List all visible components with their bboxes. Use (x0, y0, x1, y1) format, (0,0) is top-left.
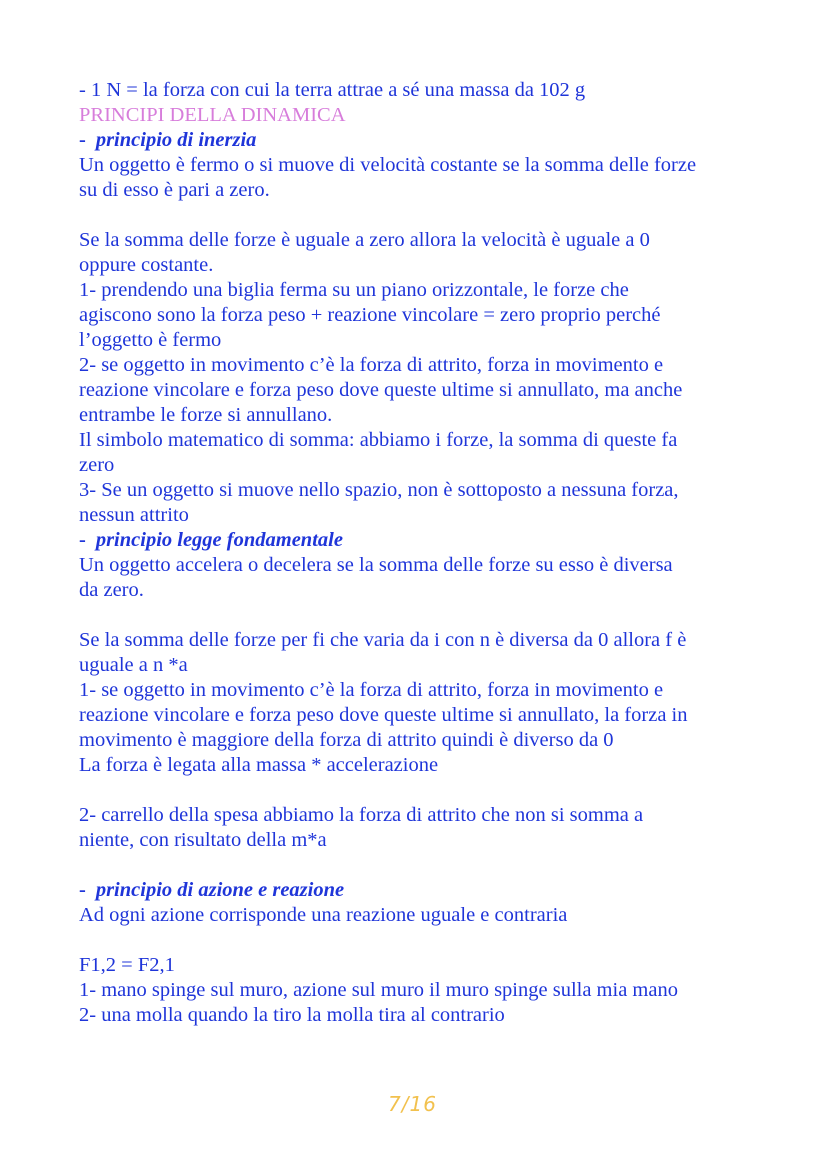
text-line: Un oggetto è fermo o si muove di velocità costante se la somma delle forze (79, 154, 697, 176)
blank-line (79, 853, 769, 878)
section-header-azione (79, 878, 769, 903)
text-line: da zero. (79, 579, 144, 601)
text-line: movimento è maggiore della forza di attrito quindi è diverso da 0 (79, 729, 614, 751)
text-line: 1- mano spinge sul muro, azione sul muro il muro spinge sulla mia mano (79, 979, 678, 1001)
text-line: entrambe le forze si annullano. (79, 404, 333, 426)
section-title-legge: principio legge fondamentale (95, 529, 343, 551)
blank-line (79, 928, 769, 953)
intro-line: - 1 N = la forza con cui la terra attrae a sé una massa da 102 g (79, 79, 586, 101)
text-line: 1- prendendo una biglia ferma su un piano orizzontale, le forze che (79, 279, 629, 301)
text-line: Un oggetto accelera o decelera se la somma delle forze su esso è diversa (79, 554, 673, 576)
text-line: 2- se oggetto in movimento c’è la forza di attrito, forza in movimento e (79, 354, 664, 376)
text-line: 2- una molla quando la tiro la molla tira al contrario (79, 1004, 505, 1026)
formula-line: F1,2 = F2,1 (79, 954, 175, 976)
text-line: oppure costante. (79, 254, 214, 276)
section-title-inerzia: principio di inerzia (95, 129, 257, 151)
text-line: agiscono sono la forza peso + reazione vincolare = zero proprio perché (79, 304, 661, 326)
text-line: reazione vincolare e forza peso dove queste ultime si annullato, la forza in (79, 704, 688, 726)
text-line: uguale a n *a (79, 654, 188, 676)
text-line: 3- Se un oggetto si muove nello spazio, non è sottoposto a nessuna forza, (79, 479, 679, 501)
text-line: zero (79, 454, 115, 476)
text-line: Ad ogni azione corrisponde una reazione uguale e contraria (79, 904, 568, 926)
text-line: l’oggetto è fermo (79, 329, 222, 351)
dash-bullet: - (79, 129, 86, 151)
text-line: Se la somma delle forze è uguale a zero allora la velocità è uguale a 0 (79, 229, 650, 251)
section-body-azione (79, 903, 769, 1028)
main-heading: PRINCIPI DELLA DINAMICA (79, 104, 346, 126)
text-line: reazione vincolare e forza peso dove queste ultime si annullato, ma anche (79, 379, 683, 401)
text-line: nessun attrito (79, 504, 189, 526)
page-number: 7/16 (388, 1092, 437, 1116)
blank-line (79, 203, 769, 228)
document-page (79, 78, 769, 1028)
text-line: La forza è legata alla massa * accelerazione (79, 754, 439, 776)
text-line: Se la somma delle forze per fi che varia da i con n è diversa da 0 allora f è (79, 629, 687, 651)
blank-line (79, 603, 769, 628)
blank-line (79, 778, 769, 803)
text-line: su di esso è pari a zero. (79, 179, 270, 201)
section-header-inerzia (79, 128, 769, 153)
dash-bullet: - (79, 529, 86, 551)
section-header-legge (79, 528, 769, 553)
text-line: 2- carrello della spesa abbiamo la forza di attrito che non si somma a (79, 804, 644, 826)
text-line: 1- se oggetto in movimento c’è la forza di attrito, forza in movimento e (79, 679, 664, 701)
text-line: niente, con risultato della m*a (79, 829, 327, 851)
dash-bullet: - (79, 879, 86, 901)
section-body-legge (79, 553, 769, 878)
section-body-inerzia (79, 153, 769, 528)
text-line: Il simbolo matematico di somma: abbiamo i forze, la somma di queste fa (79, 429, 678, 451)
section-title-azione: principio di azione e reazione (95, 879, 345, 901)
